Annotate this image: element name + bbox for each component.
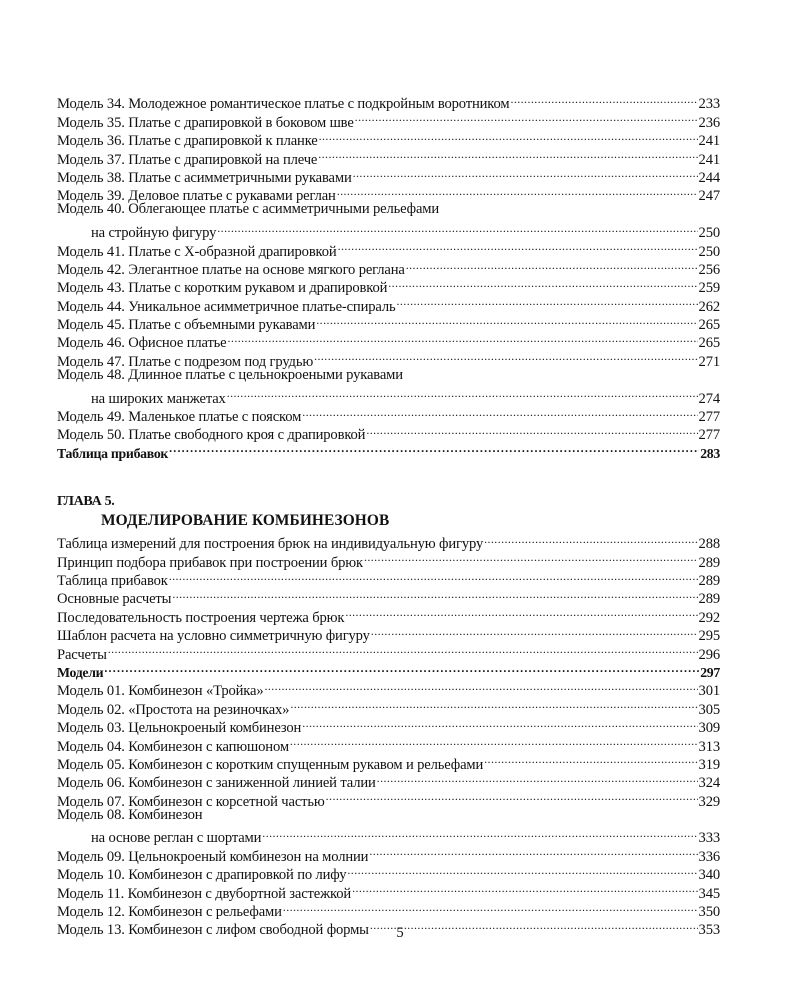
entry-page: 271 [698, 353, 720, 370]
dot-leader [228, 329, 698, 347]
entry-page: 345 [698, 885, 720, 902]
dot-leader [484, 751, 697, 769]
dot-leader [388, 274, 697, 292]
entry-title: Модель 38. Платье с асимметричными рукавами [57, 169, 352, 186]
entry-page: 350 [698, 904, 720, 921]
entry-title: Расчеты [57, 646, 107, 663]
entry-page: 319 [698, 756, 720, 773]
toc-entry[interactable] [57, 640, 720, 663]
dot-leader [377, 769, 698, 787]
dot-leader [510, 90, 697, 108]
toc-entry-continuation[interactable] [57, 824, 720, 847]
toc-entry-first-line[interactable] [57, 200, 720, 218]
entry-title: Модель 02. «Простота на резиночках» [57, 701, 290, 718]
table-of-contents [57, 90, 720, 939]
entry-page: 295 [698, 628, 720, 645]
entry-page: 353 [698, 922, 720, 939]
entry-title: Модель 39. Деловое платье с рукавами реглан [57, 188, 336, 205]
toc-entry-continuation[interactable] [57, 384, 720, 407]
dot-leader [104, 659, 699, 677]
entry-page: 277 [698, 427, 720, 444]
dot-leader [264, 677, 697, 695]
dot-leader [347, 861, 697, 879]
entry-title: Модель 13. Комбинезон с лифом свободной формы [57, 922, 369, 939]
dot-leader [355, 108, 698, 126]
dot-leader [172, 585, 697, 603]
entry-page: 236 [698, 114, 720, 131]
entry-title: Модель 34. Молодежное романтическое платье с подкройным воротником [57, 96, 510, 113]
entry-page: 313 [698, 738, 720, 755]
entry-title: Модель 03. Цельнокроеный комбинезон [57, 720, 302, 737]
entry-page: 274 [698, 390, 720, 407]
entry-page: 289 [698, 554, 720, 571]
dot-leader [316, 311, 697, 329]
dot-leader [352, 879, 697, 897]
entry-title: Таблица прибавок [57, 572, 168, 589]
entry-title: Модель 40. Облегающее платье с асимметричными рельефами [57, 201, 440, 218]
dot-leader [314, 347, 697, 365]
entry-title: Модель 36. Платье с драпировкой к планке [57, 133, 318, 150]
entry-title-continuation: на широких манжетах [91, 390, 226, 407]
toc-entry[interactable] [57, 90, 720, 113]
entry-title: Модель 35. Платье с драпировкой в боковом шве [57, 114, 354, 131]
toc-section-dresses [57, 90, 720, 461]
entry-title: Модель 50. Платье свободного кроя с драпировкой [57, 427, 366, 444]
entry-page: 289 [698, 572, 720, 589]
dot-leader [217, 219, 697, 237]
dot-leader [227, 384, 698, 402]
toc-entry-models-heading[interactable] [57, 659, 720, 680]
entry-title: Модель 11. Комбинезон с двубортной застежкой [57, 885, 352, 902]
dot-leader [283, 898, 698, 916]
entry-page: 289 [698, 591, 720, 608]
entry-page: 336 [698, 848, 720, 865]
entry-page: 329 [698, 793, 720, 810]
entry-page: 265 [698, 317, 720, 334]
entry-page: 283 [700, 445, 720, 461]
toc-entry-first-line[interactable] [57, 806, 720, 824]
entry-title: Модель 42. Элегантное платье на основе мягкого реглана [57, 261, 405, 278]
entry-title: Таблица измерений для построения брюк на индивидуальную фигуру [57, 536, 484, 553]
entry-title: Модель 43. Платье с коротким рукавом и драпировкой [57, 280, 388, 297]
toc-entry[interactable] [57, 530, 720, 553]
entry-page: 250 [698, 243, 720, 260]
entry-page: 292 [698, 609, 720, 626]
dot-leader [302, 403, 697, 421]
entry-page: 340 [698, 867, 720, 884]
entry-title: Модель 08. Комбинезон [57, 806, 203, 823]
dot-leader [371, 622, 698, 640]
entry-page: 247 [698, 188, 720, 205]
entry-title: Модели [57, 664, 104, 680]
dot-leader [290, 695, 697, 713]
entry-title: Модель 06. Комбинезон с заниженной линией талии [57, 775, 376, 792]
dot-leader [369, 842, 697, 860]
dot-leader [326, 787, 698, 805]
dot-leader [319, 127, 698, 145]
dot-leader [353, 164, 698, 182]
entry-title: Модель 46. Офисное платье [57, 335, 227, 352]
entry-title: Модель 48. Длинное платье с цельнокроеными рукавами [57, 366, 403, 383]
dot-leader [262, 824, 697, 842]
dot-leader [345, 603, 697, 621]
entry-title: Модель 44. Уникальное асимметричное платье-спираль [57, 298, 396, 315]
dot-leader [484, 530, 697, 548]
dot-leader [318, 145, 697, 163]
chapter-label: ГЛАВА 5. [57, 493, 115, 509]
dot-leader [337, 182, 698, 200]
chapter-title: МОДЕЛИРОВАНИЕ КОМБИНЕЗОНОВ [101, 511, 390, 529]
entry-title: Модель 04. Комбинезон с капюшоном [57, 738, 289, 755]
entry-title: Модель 10. Комбинезон с драпировкой по лифу [57, 867, 347, 884]
entry-page: 333 [698, 830, 720, 847]
entry-title: Модель 45. Платье с объемными рукавами [57, 317, 316, 334]
toc-entry-first-line[interactable] [57, 366, 720, 384]
toc-entry-continuation[interactable] [57, 219, 720, 242]
entry-title-continuation: на стройную фигуру [91, 225, 217, 242]
entry-page: 277 [698, 409, 720, 426]
dot-leader [169, 439, 699, 457]
entry-page: 241 [698, 133, 720, 150]
entry-title: Модель 47. Платье с подрезом под грудью [57, 353, 314, 370]
entry-title: Модель 49. Маленькое платье с пояском [57, 409, 302, 426]
entry-page: 241 [698, 151, 720, 168]
entry-page: 250 [698, 225, 720, 242]
entry-title: Модель 12. Комбинезон с рельефами [57, 904, 282, 921]
entry-title: Модель 05. Комбинезон с коротким спущенным рукавом и рельефами [57, 756, 484, 773]
entry-page: 297 [700, 664, 720, 680]
entry-title: Последовательность построения чертежа брюк [57, 609, 345, 626]
entry-page: 324 [698, 775, 720, 792]
dot-leader [302, 714, 697, 732]
entry-page: 301 [698, 683, 720, 700]
entry-title: Модель 09. Цельнокроеный комбинезон на молнии [57, 848, 369, 865]
entry-title: Основные расчеты [57, 591, 172, 608]
entry-page: 309 [698, 720, 720, 737]
entry-title: Модель 01. Комбинезон «Тройка» [57, 683, 264, 700]
entry-page: 305 [698, 701, 720, 718]
dot-leader [366, 421, 697, 439]
entry-title: Модель 07. Комбинезон с корсетной частью [57, 793, 325, 810]
entry-title: Модель 41. Платье с Х-образной драпировкой [57, 243, 337, 260]
entry-title: Шаблон расчета на условно симметричную фигуру [57, 628, 370, 645]
dot-leader [169, 567, 698, 585]
dot-leader [406, 256, 698, 274]
entry-title: Таблица прибавок [57, 445, 169, 461]
entry-title: Модель 37. Платье с драпировкой на плече [57, 151, 318, 168]
dot-leader [397, 292, 698, 310]
entry-page: 233 [698, 96, 720, 113]
dot-leader [364, 548, 698, 566]
entry-page: 262 [698, 298, 720, 315]
toc-chapter-5 [57, 492, 720, 939]
dot-leader [338, 237, 698, 255]
page-number: 5 [396, 925, 404, 941]
toc-entry[interactable] [57, 677, 720, 700]
dot-leader [108, 640, 698, 658]
entry-title-continuation: на основе реглан с шортами [91, 830, 262, 847]
dot-leader [290, 732, 698, 750]
entry-page: 244 [698, 169, 720, 186]
entry-page: 288 [698, 536, 720, 553]
entry-page: 256 [698, 261, 720, 278]
entry-page: 259 [698, 280, 720, 297]
entry-title: Принцип подбора прибавок при построении брюк [57, 554, 363, 571]
entry-page: 296 [698, 646, 720, 663]
entry-page: 265 [698, 335, 720, 352]
